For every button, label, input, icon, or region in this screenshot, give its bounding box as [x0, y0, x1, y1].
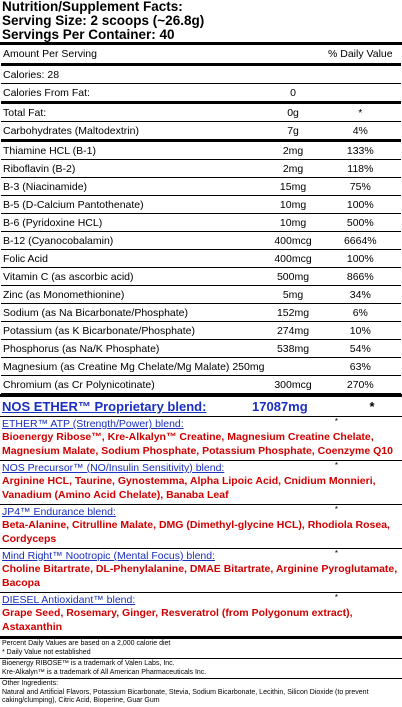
- daily-value-label: % Daily Value: [320, 45, 401, 65]
- nutrient-name: Sodium (as Na Bicarbonate/Phosphate): [1, 304, 266, 322]
- nutrient-daily-value: 500%: [320, 214, 401, 232]
- nutrient-name: Potassium (as K Bicarbonate/Phosphate): [1, 322, 266, 340]
- nutrient-daily-value: 133%: [320, 141, 401, 160]
- nutrient-row: [1, 160, 401, 178]
- nutrient-daily-value: *: [320, 103, 401, 122]
- servings-per-container: Servings Per Container: 40: [2, 27, 175, 42]
- star-note: * Daily Value not established: [2, 648, 91, 656]
- nutrient-row: [1, 196, 401, 214]
- nutrient-amount: 15mg: [266, 178, 319, 196]
- proprietary-blend-amount: 17087mg: [252, 399, 308, 414]
- nutrient-row: [1, 286, 401, 304]
- nutrient-amount: 0g: [266, 103, 319, 122]
- blend-name: ETHER™ ATP (Strength/Power) blend:: [2, 418, 184, 430]
- nutrient-amount: 400mcg: [266, 232, 319, 250]
- nutrient-daily-value: 6664%: [320, 232, 401, 250]
- facts-title: Nutrition/Supplement Facts:: [2, 0, 183, 14]
- blend-name: DIESEL Antioxidant™ blend:: [2, 594, 136, 606]
- other-ingredients: [0, 679, 402, 707]
- nutrient-amount: 400mcg: [266, 250, 319, 268]
- nutrient-row: [1, 122, 401, 141]
- nutrient-daily-value: 866%: [320, 268, 401, 286]
- nutrient-amount: 7g: [266, 122, 319, 141]
- blend-star: *: [334, 549, 338, 558]
- nutrient-daily-value: 6%: [320, 304, 401, 322]
- nutrient-row: [1, 178, 401, 196]
- nutrient-row: [1, 65, 401, 84]
- nutrient-amount: 10mg: [266, 196, 319, 214]
- nutrient-row: [1, 214, 401, 232]
- blend-name: NOS Precursor™ (NO/Insulin Sensitivity) blend:: [2, 462, 225, 474]
- nutrient-daily-value: 10%: [320, 322, 401, 340]
- nutrient-row: [1, 358, 401, 376]
- blend-ingredients: Arginine HCL, Taurine, Gynostemma, Alpha Lipoic Acid, Cnidium Monnieri, Vanadium (Amino Acid Chelate), Banaba Leaf: [2, 475, 376, 501]
- blend-section: [0, 505, 402, 549]
- nutrient-name: B-6 (Pyridoxine HCL): [1, 214, 266, 232]
- proprietary-blend-title: [0, 394, 402, 417]
- blend-section: [0, 461, 402, 505]
- blend-name: JP4™ Endurance blend:: [2, 506, 116, 518]
- blend-section: [0, 417, 402, 461]
- nutrient-row: [1, 322, 401, 340]
- blend-star: *: [334, 593, 338, 602]
- nutrient-amount: 2mg: [266, 141, 319, 160]
- proprietary-blend-star: *: [369, 399, 375, 414]
- table-header-row: [1, 45, 401, 65]
- nutrient-table: [1, 45, 401, 394]
- blend-section: [0, 549, 402, 593]
- nutrient-row: [1, 268, 401, 286]
- nutrient-name: Total Fat:: [1, 103, 266, 122]
- blend-star: *: [334, 417, 338, 426]
- other-ingredients-text: Natural and Artificial Flavors, Potassium Bicarbonate, Stevia, Sodium Bicarbonate, Lecithin, Silicon Dioxide (to prevent caking/clumping), Citric Acid, Bioperine, Guar Gum: [2, 688, 369, 704]
- nutrient-name: B-5 (D-Calcium Pantothenate): [1, 196, 266, 214]
- nutrient-daily-value: [320, 65, 401, 84]
- nutrient-daily-value: 34%: [320, 286, 401, 304]
- blend-section: [0, 593, 402, 639]
- nutrient-amount: 2mg: [266, 160, 319, 178]
- nutrient-rows: [1, 65, 401, 394]
- nutrient-amount: 500mg: [266, 268, 319, 286]
- nutrient-name: Folic Acid: [1, 250, 266, 268]
- trademark-note-1: Bioenergy RIBOSE™ is a trademark of Valen Labs, Inc.: [2, 660, 175, 667]
- nutrient-row: [1, 84, 401, 103]
- nutrient-name: Magnesium (as Creatine Mg Chelate/Mg Malate) 250mg: [1, 358, 266, 376]
- nutrient-amount: 10mg: [266, 214, 319, 232]
- nutrient-amount: 152mg: [266, 304, 319, 322]
- nutrient-daily-value: 100%: [320, 196, 401, 214]
- nutrient-amount: [266, 65, 319, 84]
- nutrient-name: Chromium (as Cr Polynicotinate): [1, 376, 266, 394]
- nutrient-amount: [266, 358, 319, 376]
- blend-ingredients: Grape Seed, Rosemary, Ginger, Resveratrol (from Polygonum extract), Astaxanthin: [2, 607, 353, 633]
- nutrient-name: Calories: 28: [1, 65, 266, 84]
- other-ingredients-label: Other Ingredients:: [2, 680, 59, 687]
- nutrient-row: [1, 141, 401, 160]
- nutrient-name: Riboflavin (B-2): [1, 160, 266, 178]
- nutrient-daily-value: 75%: [320, 178, 401, 196]
- blend-ingredients: Beta-Alanine, Citrulline Malate, DMG (Dimethyl-glycine HCL), Rhodiola Rosea, Cordyceps: [2, 519, 390, 545]
- daily-value-footnotes: [0, 639, 402, 659]
- nutrient-row: [1, 250, 401, 268]
- blend-star: *: [334, 505, 338, 514]
- nutrient-row: [1, 103, 401, 122]
- nutrient-name: Carbohydrates (Maltodextrin): [1, 122, 266, 141]
- amount-per-serving-label: Amount Per Serving: [1, 45, 266, 65]
- nutrient-name: Calories From Fat:: [1, 84, 266, 103]
- nutrient-name: B-3 (Niacinamide): [1, 178, 266, 196]
- nutrient-amount: 5mg: [266, 286, 319, 304]
- facts-header: [0, 0, 402, 42]
- nutrient-name: Zinc (as Monomethionine): [1, 286, 266, 304]
- nutrient-amount: 300mcg: [266, 376, 319, 394]
- nutrient-daily-value: 54%: [320, 340, 401, 358]
- blend-list: [0, 417, 402, 639]
- blend-ingredients: Choline Bitartrate, DL-Phenylalanine, DMAE Bitartrate, Arginine Pyroglutamate, Bacopa: [2, 563, 398, 589]
- blend-star: *: [334, 461, 338, 470]
- trademark-note-2: Kre-Alkalyn™ is a trademark of All American Pharmaceuticals Inc.: [2, 668, 207, 676]
- nutrient-name: Vitamin C (as ascorbic acid): [1, 268, 266, 286]
- serving-size: Serving Size: 2 scoops (~26.8g): [2, 13, 205, 28]
- nutrient-amount: 0: [266, 84, 319, 103]
- nutrient-amount: 274mg: [266, 322, 319, 340]
- nutrient-amount: 538mg: [266, 340, 319, 358]
- blend-ingredients: Bioenergy Ribose™, Kre-Alkalyn™ Creatine, Magnesium Creatine Chelate, Magnesium Malate, Sodium Phosphate, Potassium Phosphate, Coenzyme Q10: [2, 431, 393, 457]
- nutrient-daily-value: 100%: [320, 250, 401, 268]
- trademark-notes: [0, 659, 402, 679]
- nutrient-daily-value: [320, 84, 401, 103]
- nutrient-name: Thiamine HCL (B-1): [1, 141, 266, 160]
- blend-name: Mind Right™ Nootropic (Mental Focus) blend:: [2, 550, 216, 562]
- dv-note: Percent Daily Values are based on a 2,000 calorie diet: [2, 640, 171, 647]
- nutrient-daily-value: 4%: [320, 122, 401, 141]
- nutrient-daily-value: 118%: [320, 160, 401, 178]
- nutrient-daily-value: 63%: [320, 358, 401, 376]
- nutrient-daily-value: 270%: [320, 376, 401, 394]
- nutrient-row: [1, 340, 401, 358]
- nutrient-row: [1, 376, 401, 394]
- nutrient-name: B-12 (Cyanocobalamin): [1, 232, 266, 250]
- nutrient-name: Phosphorus (as Na/K Phosphate): [1, 340, 266, 358]
- nutrient-row: [1, 304, 401, 322]
- nutrient-row: [1, 232, 401, 250]
- proprietary-blend-name: NOS ETHER™ Proprietary blend:: [2, 399, 207, 414]
